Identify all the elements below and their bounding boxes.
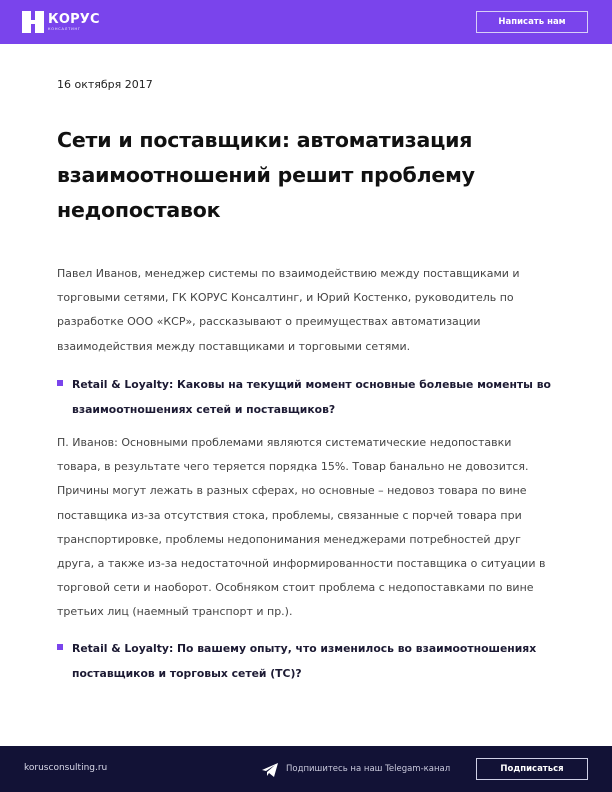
article-intro: Павел Иванов, менеджер системы по взаимодействию между поставщиками и торговыми сетями, ГК КОРУС Консалтинг, и Юрий Костенко, руководитель по разработке ООО «КСР», рассказывают о преимуществах автоматизации взаимодействия между поставщиками и торговыми сетями.: [57, 267, 520, 353]
logo-subtitle: КОНСАЛТИНГ: [48, 26, 81, 31]
footer-bar: [0, 746, 612, 792]
interview-question: [57, 372, 567, 422]
square-bullet-icon: [57, 380, 63, 386]
telegram-subscribe-text[interactable]: Подпишитесь на наш Telegam-канал: [286, 764, 451, 774]
site-link[interactable]: korusconsulting.ru: [24, 763, 108, 773]
telegram-icon[interactable]: [262, 762, 278, 776]
logo-wordmark: КОРУС: [48, 11, 100, 27]
header-bar: [0, 0, 612, 44]
korus-logo-icon: [22, 11, 44, 33]
square-bullet-icon: [57, 644, 63, 650]
article-title: Сети и поставщики: автоматизация взаимоотношений решит проблему недопоставок: [57, 128, 475, 222]
interview-answer: П. Иванов: Основными проблемами являются систематические недопоставки товара, в результате чего теряется порядка 15%. Товар банально не довозится. Причины могут лежать в разных сферах, но основные – недовоз товара по вине поставщика из-за отсутствия стока, проблемы, связанные с порчей товара при транспортировке, проблемы недопонимания менеджерами потребностей друг друга, а также из-за недостаточной информированности поставщика о ситуации в торговой сети и наоборот. Особняком стоит проблема с недопоставками по вине третьих лиц (наемный транспорт и пр.).: [57, 436, 546, 619]
write-to-us-button[interactable]: Написать нам: [476, 11, 588, 33]
question-text: Retail & Loyalty: Каковы на текущий момент основные болевые моменты во взаимоотношениях сетей и поставщиков?: [72, 378, 551, 416]
subscribe-button[interactable]: Подписаться: [476, 758, 588, 780]
article-date: 16 октября 2017: [57, 78, 153, 91]
interview-question: [57, 636, 567, 686]
korus-logo[interactable]: [22, 10, 100, 34]
question-text: Retail & Loyalty: По вашему опыту, что изменилось во взаимоотношениях поставщиков и торговых сетей (ТС)?: [72, 642, 537, 680]
